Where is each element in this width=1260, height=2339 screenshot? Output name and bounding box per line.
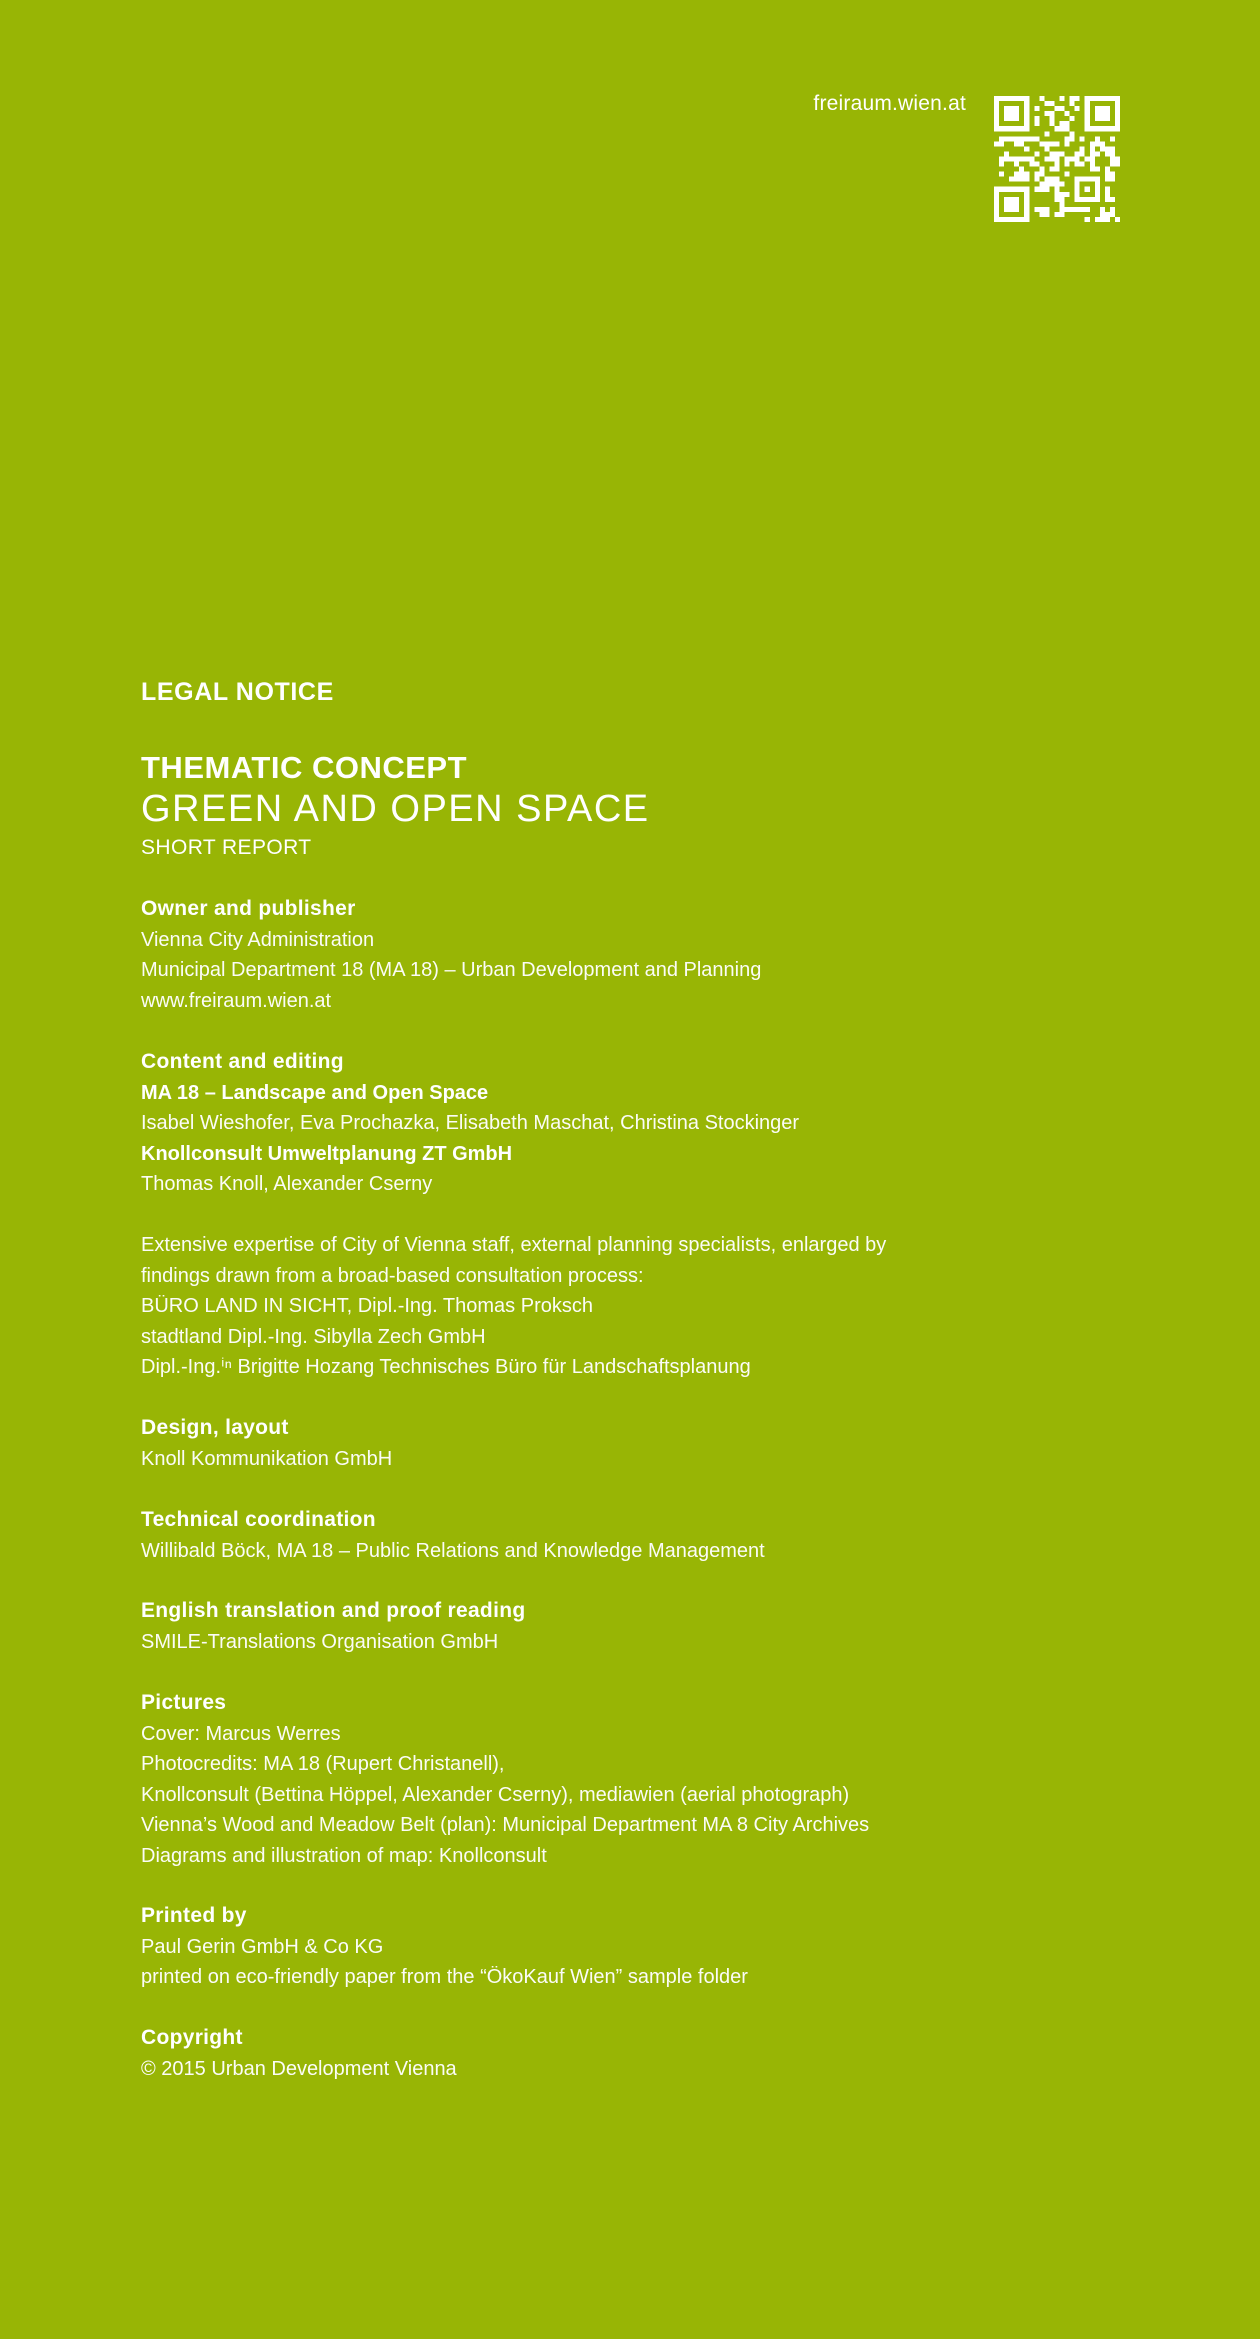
design-line: Knoll Kommunikation GmbH [141,1447,393,1470]
owner-line: Municipal Department 18 (MA 18) – Urban Development and Planning [141,959,762,982]
content-line: Thomas Knoll, Alexander Cserny [141,1173,433,1196]
title-short-report: SHORT REPORT [141,836,312,859]
technical-coordination-section [141,1505,1041,1566]
content-subheading: Knollconsult Umweltplanung ZT GmbH [141,1142,513,1165]
section-heading: Technical coordination [141,1508,376,1531]
section-heading: English translation and proof reading [141,1599,526,1622]
content-editing-section [141,1047,1041,1200]
website-url[interactable]: freiraum.wien.at [813,92,966,115]
pictures-line: Cover: Marcus Werres [141,1722,341,1745]
title-green-open-space: GREEN AND OPEN SPACE [141,788,650,830]
owner-line: Vienna City Administration [141,928,375,951]
expertise-section [141,1230,1041,1383]
pictures-line: Knollconsult (Bettina Höppel, Alexander Cserny), mediawien (aerial photograph) [141,1783,850,1806]
expertise-line: stadtland Dipl.-Ing. Sibylla Zech GmbH [141,1325,486,1348]
expertise-line: Dipl.-Ing.ⁱⁿ Brigitte Hozang Technisches Büro für Landschaftsplanung [141,1356,751,1379]
pictures-line: Vienna’s Wood and Meadow Belt (plan): Municipal Department MA 8 City Archives [141,1814,870,1837]
section-heading: Content and editing [141,1050,344,1073]
printed-by-section [141,1901,1041,1993]
pictures-line: Photocredits: MA 18 (Rupert Christanell), [141,1753,505,1776]
section-heading: Copyright [141,2026,243,2049]
section-heading: Owner and publisher [141,897,356,920]
expertise-line: Extensive expertise of City of Vienna staff, external planning specialists, enlarged by [141,1234,887,1256]
copyright-line: © 2015 Urban Development Vienna [141,2057,457,2080]
content-line: Isabel Wieshofer, Eva Prochazka, Elisabeth Maschat, Christina Stockinger [141,1112,800,1135]
printed-line: printed on eco-friendly paper from the “ÖkoKauf Wien” sample folder [141,1966,748,1989]
owner-website-link[interactable]: www.freiraum.wien.at [141,989,332,1012]
legal-notice-heading: LEGAL NOTICE [141,678,334,706]
expertise-line: findings drawn from a broad-based consultation process: [141,1264,644,1287]
expertise-line: BÜRO LAND IN SICHT, Dipl.-Ing. Thomas Proksch [141,1295,593,1318]
translation-line: SMILE-Translations Organisation GmbH [141,1630,499,1653]
pictures-line: Diagrams and illustration of map: Knollconsult [141,1844,547,1867]
qr-code-icon [994,96,1120,222]
owner-publisher-section [141,894,1041,1016]
pictures-section [141,1688,1041,1872]
content-subheading: MA 18 – Landscape and Open Space [141,1081,489,1104]
copyright-section [141,2023,1041,2084]
title-thematic-concept: THEMATIC CONCEPT [141,750,468,785]
section-heading: Printed by [141,1904,247,1927]
translation-section [141,1596,1041,1657]
printed-line: Paul Gerin GmbH & Co KG [141,1935,384,1958]
technical-line: Willibald Böck, MA 18 – Public Relations and Knowledge Management [141,1539,765,1562]
design-layout-section [141,1413,1041,1474]
section-heading: Pictures [141,1691,227,1714]
section-heading: Design, layout [141,1416,289,1439]
